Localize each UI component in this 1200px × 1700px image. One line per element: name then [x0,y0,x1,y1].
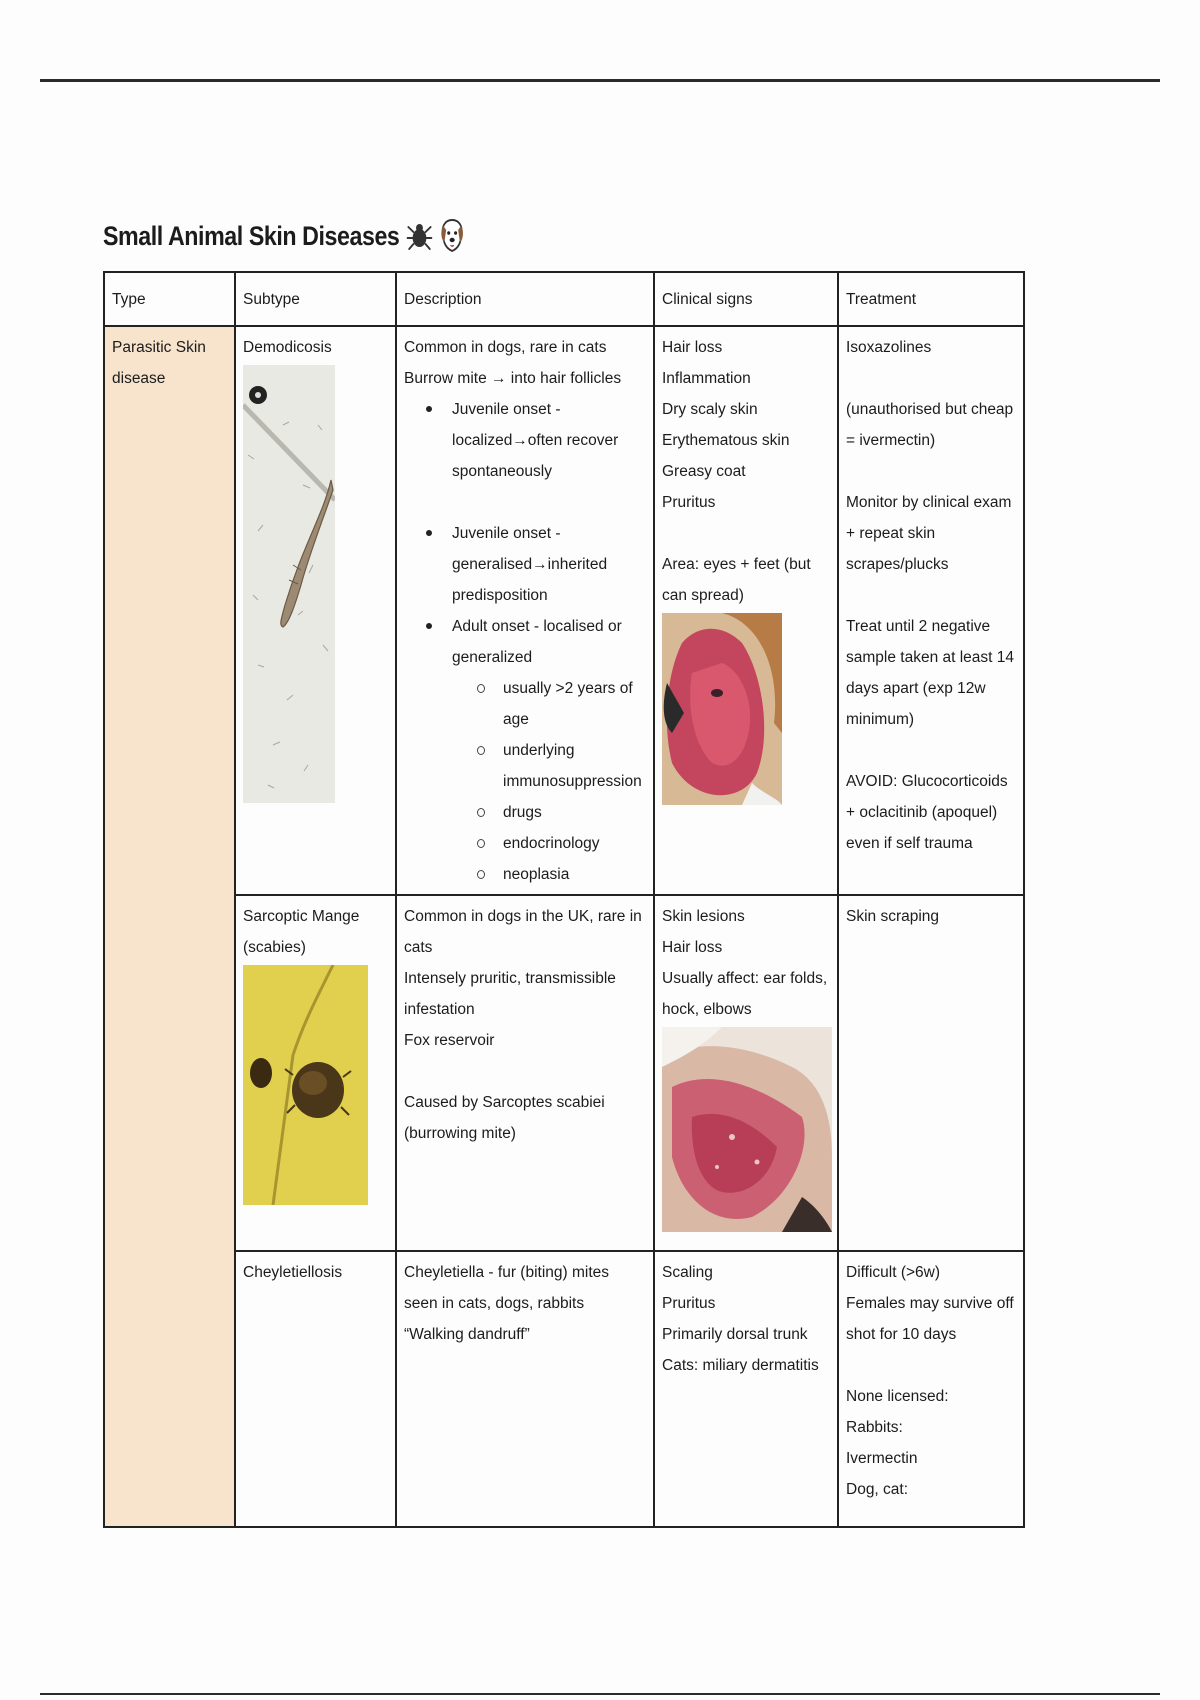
list-item: underlying immunosuppression [503,735,646,797]
clinical-sign: Erythematous skin [662,432,790,449]
clinical-signs-cell [654,326,838,895]
list-item: neoplasia [503,859,646,890]
treatment-line: Ivermectin [846,1450,918,1467]
header-type: Type [104,272,235,326]
header-subtype: Subtype [235,272,396,326]
subtype-label: Sarcoptic Mange (scabies) [243,908,360,956]
treatment-line: Monitor by clinical exam + repeat skin scrapes/plucks [846,494,1012,573]
header-treatment: Treatment [838,272,1024,326]
treatment-line: Difficult (>6w) [846,1264,941,1281]
description-cell [396,895,654,1251]
type-cell [104,326,235,1527]
treatment-line: (unauthorised but cheap = ivermectin) [846,401,1014,449]
description-line: “Walking dandruff” [404,1326,530,1343]
type-label: Parasitic Skin disease [112,339,206,387]
treatment-cell [838,895,1024,1251]
dog-face-demodicosis-photo [662,613,782,805]
clinical-sign: Pruritus [662,494,716,511]
subtype-label: Demodicosis [243,339,332,356]
footer-rule [40,1693,1160,1695]
skin-disease-table [103,271,1025,1528]
list-item: usually >2 years of age [503,673,646,735]
subtype-label: Cheyletiellosis [243,1264,343,1281]
header-description: Description [396,272,654,326]
clinical-sign: Skin lesions [662,908,745,925]
treatment-cell [838,1251,1024,1527]
clinical-area: Area: eyes + feet (but can spread) [662,556,811,604]
description-line: Fox reservoir [404,1032,495,1049]
mite-icon [406,221,432,251]
clinical-sign: Hair loss [662,939,723,956]
page-title-text: Small Animal Skin Diseases [103,220,400,251]
clinical-sign: Scaling [662,1264,713,1281]
sarcoptes-mite-microscopy-image [243,965,368,1205]
table-row [104,326,1024,895]
clinical-sign: Usually affect: ear folds, hock, elbows [662,970,828,1018]
description-line: Burrow mite → into hair follicles [404,370,622,387]
treatment-line: Skin scraping [846,908,940,925]
table-header-row [104,272,1024,326]
treatment-line: Rabbits: [846,1419,903,1436]
list-item: Juvenile onset - generalised→inherited predisposition [452,518,646,611]
treatment-line: AVOID: Glucocorticoids + oclacitinib (apoquel) even if self trauma [846,773,1008,852]
clinical-sign: Primarily dorsal trunk [662,1326,808,1343]
clinical-signs-cell [654,895,838,1251]
description-cell [396,326,654,895]
description-line: Caused by Sarcoptes scabiei (burrowing mite) [404,1094,605,1142]
list-item: Juvenile onset - localized→often recover spontaneously [452,394,646,487]
dog-skin-lesions-photo [662,1027,832,1232]
clinical-sign: Hair loss [662,339,723,356]
subtype-cell [235,1251,396,1527]
description-line: Common in dogs in the UK, rare in cats [404,908,642,956]
clinical-sign: Pruritus [662,1295,716,1312]
list-item: endocrinology [503,828,646,859]
table-row [104,895,1024,1251]
dog-face-icon [439,218,465,254]
description-subbullets [404,673,646,890]
description-bullets [404,394,646,487]
header-rule [40,79,1160,82]
description-line: Cheyletiella - fur (biting) mites seen in cats, dogs, rabbits [404,1264,610,1312]
description-line: Common in dogs, rare in cats [404,339,607,356]
treatment-line: Dog, cat: [846,1481,909,1498]
treatment-line: Isoxazolines [846,339,932,356]
demodex-mite-microscopy-image [243,365,335,803]
treatment-line: Females may survive off shot for 10 days [846,1295,1014,1343]
description-cell [396,1251,654,1527]
page-title [103,218,465,254]
treatment-cell [838,326,1024,895]
clinical-sign: Inflammation [662,370,751,387]
header-clinical-signs: Clinical signs [654,272,838,326]
treatment-line: Treat until 2 negative sample taken at least 14 days apart (exp 12w minimum) [846,618,1015,728]
clinical-sign: Dry scaly skin [662,401,758,418]
subtype-cell [235,326,396,895]
description-bullets [404,518,646,673]
list-item: Adult onset - localised or generalized [452,611,646,673]
subtype-cell [235,895,396,1251]
clinical-sign: Cats: miliary dermatitis [662,1357,819,1374]
table-row [104,1251,1024,1527]
description-line: Intensely pruritic, transmissible infestation [404,970,616,1018]
clinical-sign: Greasy coat [662,463,746,480]
clinical-signs-cell [654,1251,838,1527]
list-item: drugs [503,797,646,828]
treatment-line: None licensed: [846,1388,949,1405]
